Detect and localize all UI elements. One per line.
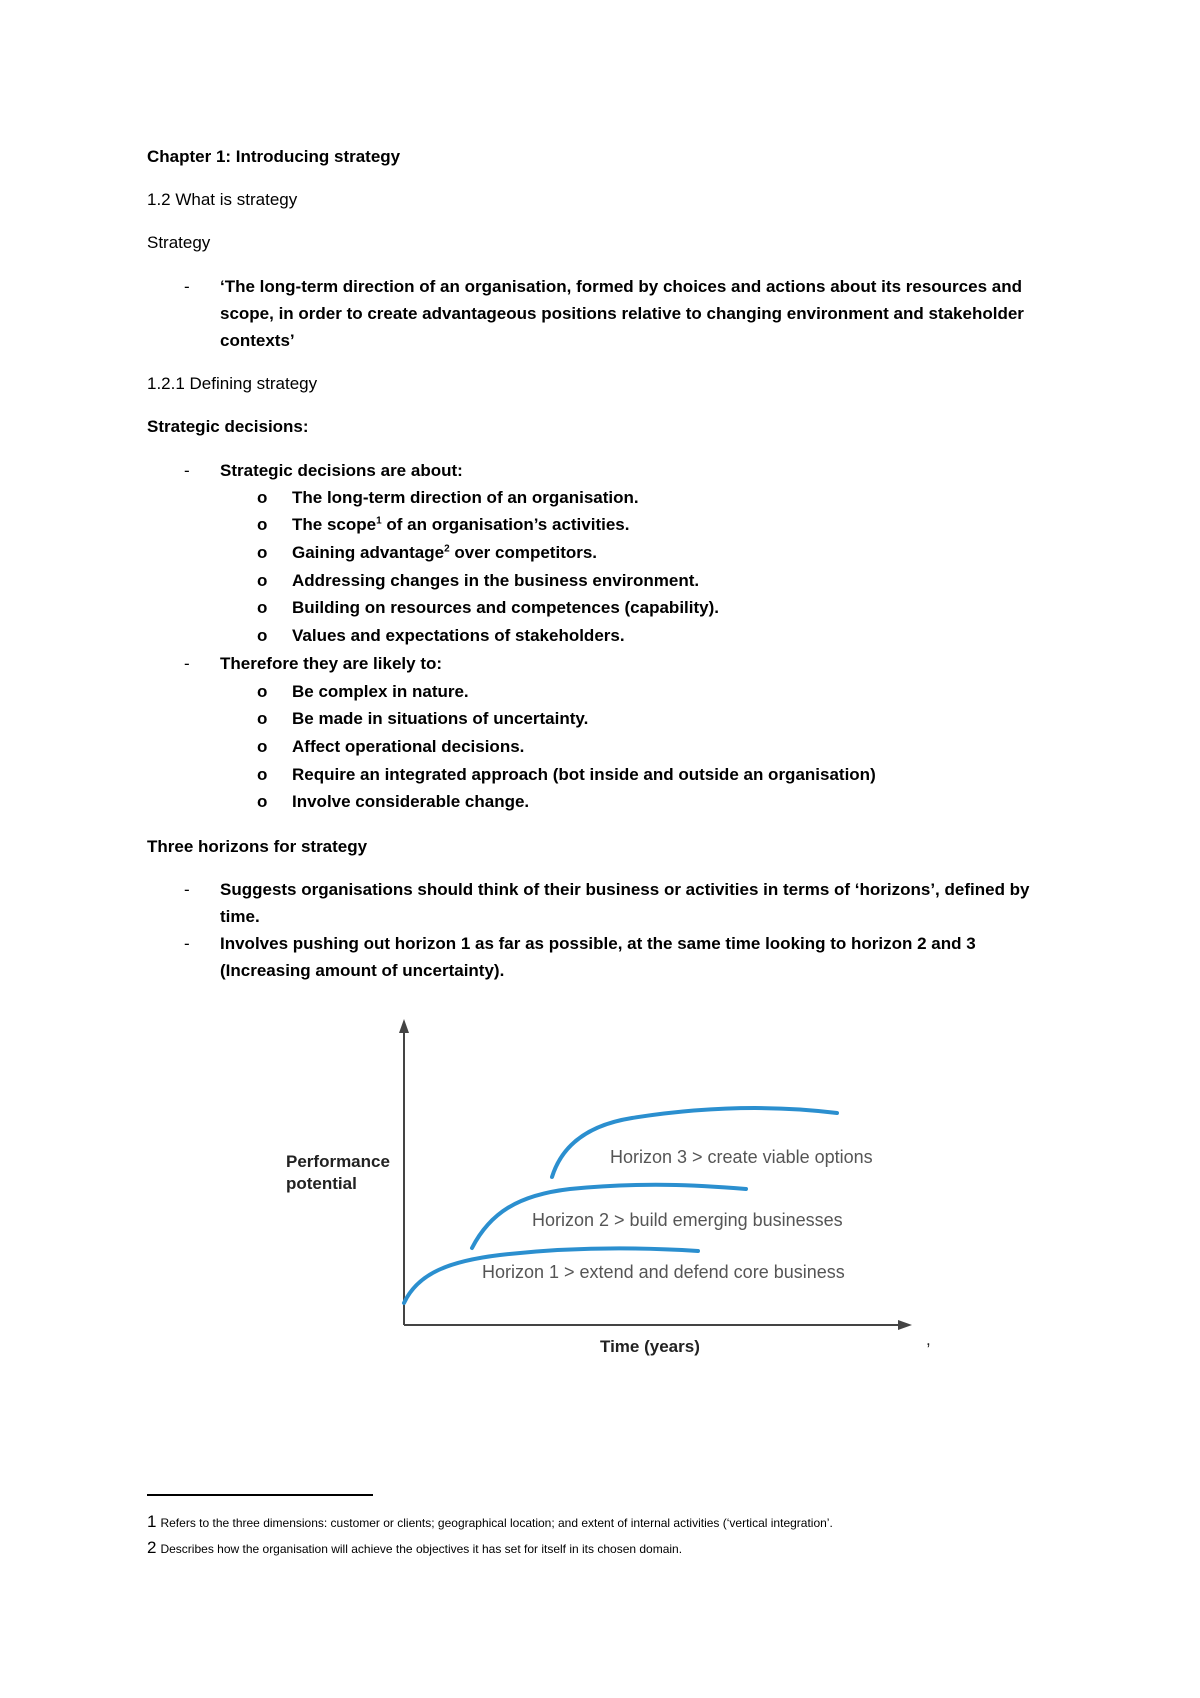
chapter-title: Chapter 1: Introducing strategy [147, 147, 401, 166]
about-lead: Strategic decisions are about: [220, 461, 463, 480]
horizons-heading: Three horizons for strategy [147, 837, 368, 856]
y-axis-label-line-2: potential [286, 1174, 357, 1193]
sub-bullet-marker: o [257, 709, 268, 728]
bullet-dash: - [184, 934, 190, 953]
y-axis-label-line-1: Performance [286, 1152, 390, 1171]
horizon-2-label: Horizon 2 > build emerging businesses [532, 1210, 843, 1230]
horizons-bullet-2-line-2: (Increasing amount of uncertainty). [220, 961, 505, 980]
section-heading-1-2-1: 1.2.1 Defining strategy [147, 374, 318, 393]
sub-bullet-marker: o [257, 571, 268, 590]
about-item: Values and expectations of stakeholders. [292, 626, 625, 645]
sub-bullet-marker: o [257, 737, 268, 756]
strategy-quote-line-3: contexts’ [220, 331, 295, 350]
horizons-bullet-1-line-1: Suggests organisations should think of their business or activities in terms of ‘horizons’, defined by [220, 880, 1030, 899]
bullet-dash: - [184, 277, 190, 296]
strategy-heading: Strategy [147, 233, 211, 252]
bullet-dash: - [184, 461, 190, 480]
likely-item: Require an integrated approach (bot inside and outside an organisation) [292, 765, 876, 784]
sub-bullet-marker: o [257, 543, 268, 562]
x-axis-arrow [898, 1320, 912, 1330]
three-horizons-diagram [270, 1005, 950, 1365]
sub-bullet-marker: o [257, 682, 268, 701]
bullet-dash: - [184, 880, 190, 899]
about-item: The long-term direction of an organisation. [292, 488, 639, 507]
footnote-ref-1[interactable]: 1 [376, 515, 382, 527]
likely-lead: Therefore they are likely to: [220, 654, 443, 673]
strategy-quote-line-2: scope, in order to create advantageous positions relative to changing environment and stakeholder [220, 304, 1024, 323]
likely-item: Affect operational decisions. [292, 737, 525, 756]
horizon-3-label: Horizon 3 > create viable options [610, 1147, 873, 1167]
sub-bullet-marker: o [257, 488, 268, 507]
horizon-1-label: Horizon 1 > extend and defend core business [482, 1262, 845, 1282]
horizons-bullet-1-line-2: time. [220, 907, 260, 926]
about-item: Gaining advantage$^2$ over competitors. [292, 543, 598, 562]
x-axis-label: Time (years) [600, 1337, 700, 1356]
about-item: Building on resources and competences (capability). [292, 598, 719, 617]
footnote-ref-2[interactable]: 2 [444, 543, 450, 555]
section-heading-1-2: 1.2 What is strategy [147, 190, 298, 209]
sub-bullet-marker: o [257, 626, 268, 645]
sub-bullet-marker: o [257, 515, 268, 534]
y-axis-arrow [399, 1019, 409, 1033]
sub-bullet-marker: o [257, 765, 268, 784]
sub-bullet-marker: o [257, 598, 268, 617]
bullet-dash: - [184, 654, 190, 673]
strategy-quote-line-1: ‘The long-term direction of an organisation, formed by choices and actions about its resources and [220, 277, 1022, 296]
footnote-1: 1 Refers to the three dimensions: customer or clients; geographical location; and extent of internal activities (‘vertical integration’. [147, 1512, 833, 1531]
axes [399, 1019, 912, 1330]
about-item: Addressing changes in the business environment. [292, 571, 700, 590]
about-item: The scope$^1$ of an organisation’s activities. [292, 515, 630, 534]
sub-bullet-marker: o [257, 792, 268, 811]
footnote-2: 2 Describes how the organisation will achieve the objectives it has set for itself in its chosen domain. [147, 1538, 683, 1557]
likely-item: Be complex in nature. [292, 682, 469, 701]
likely-item: Involve considerable change. [292, 792, 530, 811]
trailing-comma: , [926, 1330, 931, 1349]
footnote-separator [147, 1494, 373, 1496]
horizons-bullet-2-line-1: Involves pushing out horizon 1 as far as possible, at the same time looking to horizon 2 and 3 [220, 934, 976, 953]
likely-item: Be made in situations of uncertainty. [292, 709, 589, 728]
strategic-decisions-heading: Strategic decisions: [147, 417, 309, 436]
